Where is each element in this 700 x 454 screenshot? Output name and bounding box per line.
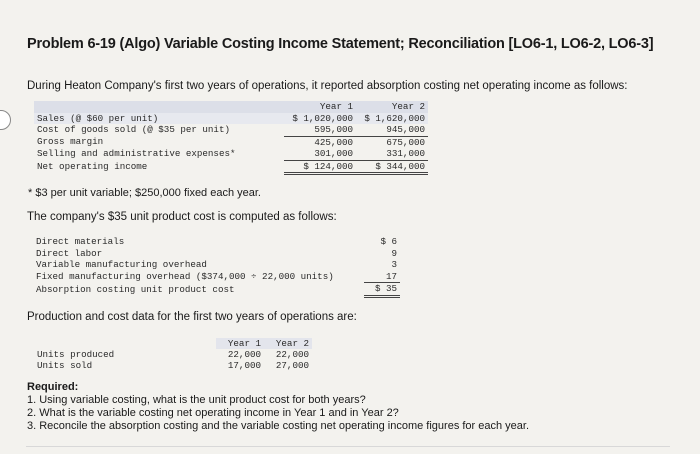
required-item-3: 3. Reconcile the absorption costing and the variable costing net operating income figures for each year. <box>27 420 530 432</box>
unit-cost-table <box>33 236 400 298</box>
production-header-row <box>34 338 312 349</box>
cost-row-fixed-overhead: Fixed manufacturing overhead ($374,000 ÷ 22,000 units) 17 <box>33 271 400 283</box>
income-row-cogs: Cost of goods sold (@ $35 per unit) 595,000 945,000 <box>34 124 428 136</box>
production-header-year2: Year 2 <box>264 338 312 349</box>
income-statement-table <box>34 101 428 175</box>
required-item-2: 2. What is the variable costing net operating income in Year 1 and in Year 2? <box>27 407 399 419</box>
side-scroll-marker[interactable] <box>0 110 11 130</box>
income-row-sales: Sales (@ $60 per unit) $ 1,020,000 $ 1,620,000 <box>34 113 428 125</box>
cost-row-variable-overhead: Variable manufacturing overhead 3 <box>36 259 397 270</box>
income-row-selling-admin: Selling and administrative expenses* 301,000 331,000 <box>34 148 428 160</box>
production-table <box>34 338 312 371</box>
production-header-year1: Year 1 <box>216 338 264 349</box>
income-row-gross-margin: Gross margin 425,000 675,000 <box>37 136 425 148</box>
footnote: * $3 per unit variable; $250,000 fixed each year. <box>28 187 261 199</box>
problem-title: Problem 6-19 (Algo) Variable Costing Income Statement; Reconciliation [LO6-1, LO6-2, LO6-3] <box>27 36 654 52</box>
required-section <box>27 381 529 433</box>
income-row-net-operating-income: Net operating income $ 124,000 $ 344,000 <box>34 160 428 174</box>
cost-row-direct-labor: Direct labor 9 <box>36 247 397 259</box>
cost-row-direct-materials: Direct materials $ 6 <box>36 236 397 247</box>
cost-row-absorption-unit-cost: Absorption costing unit product cost $ 35 <box>33 283 400 297</box>
production-row-units-produced: Units produced 22,000 22,000 <box>37 349 309 360</box>
income-header-row <box>34 101 428 113</box>
production-row-units-sold: Units sold 17,000 27,000 <box>37 360 309 371</box>
problem-intro: During Heaton Company's first two years of operations, it reported absorption costing net operating income as follows: <box>27 80 628 92</box>
required-heading: Required: <box>27 381 79 393</box>
unit-cost-intro: The company's $35 unit product cost is computed as follows: <box>27 211 337 223</box>
bottom-divider <box>26 446 670 447</box>
income-header-year2: Year 2 <box>356 101 428 113</box>
production-intro: Production and cost data for the first two years of operations are: <box>27 311 357 323</box>
required-item-1: 1. Using variable costing, what is the unit product cost for both years? <box>27 394 366 406</box>
income-header-year1: Year 1 <box>284 101 356 113</box>
